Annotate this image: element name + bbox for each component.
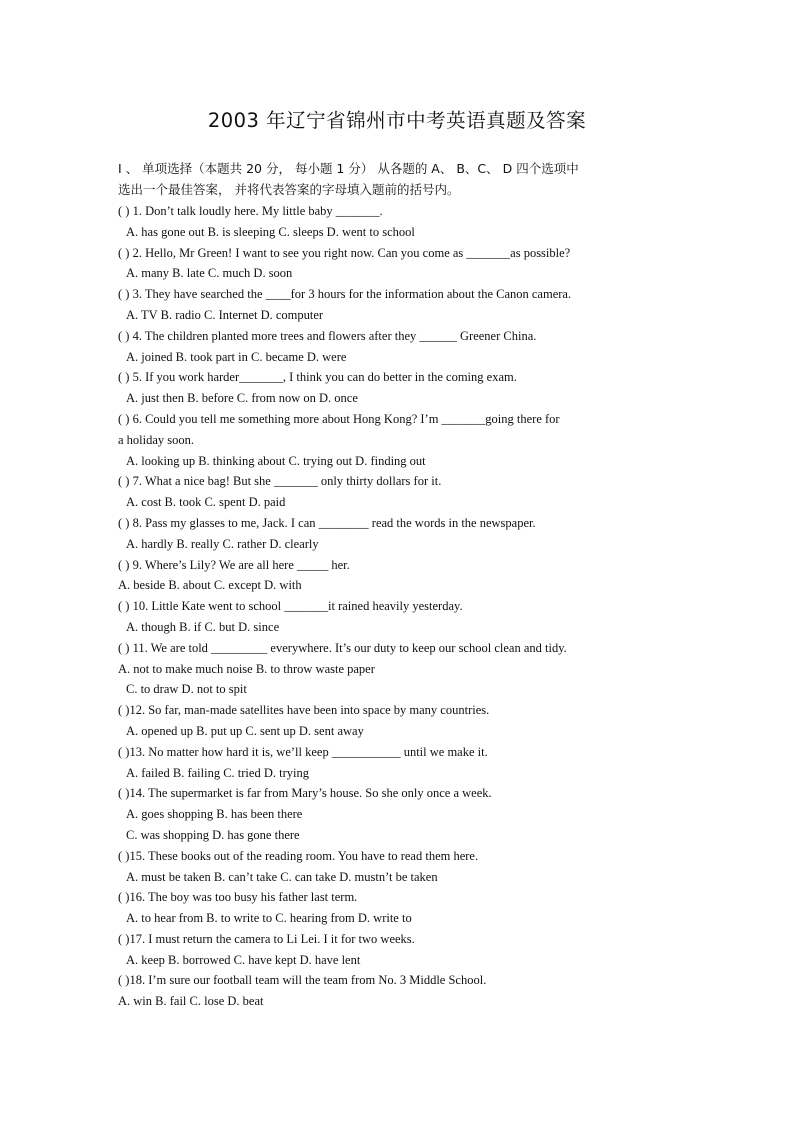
question-14-options-a: A. goes shopping B. has been there (126, 807, 303, 822)
question-6: ( ) 6. Could you tell me something more about Hong Kong? I’m _______going there for (118, 411, 560, 426)
question-5-options: A. just then B. before C. from now on D. once (126, 391, 358, 406)
question-5: ( ) 5. If you work harder_______, I think you can do better in the coming exam. (118, 370, 517, 385)
question-15-options: A. must be taken B. can’t take C. can take D. mustn’t be taken (126, 869, 438, 884)
question-8: ( ) 8. Pass my glasses to me, Jack. I can ________ read the words in the newspaper. (118, 515, 536, 530)
section-instructions (118, 158, 678, 200)
question-13-options: A. failed B. failing C. tried D. trying (126, 765, 309, 780)
question-10-options: A. though B. if C. but D. since (126, 619, 280, 634)
question-9: ( ) 9. Where’s Lily? We are all here _____ her. (118, 557, 350, 572)
question-11-options-a: A. not to make much noise B. to throw waste paper (118, 661, 375, 676)
question-6-options: A. looking up B. thinking about C. trying out D. finding out (126, 453, 426, 468)
question-12-options: A. opened up B. put up C. sent up D. sent away (126, 723, 364, 738)
question-3: ( ) 3. They have searched the ____for 3 hours for the information about the Canon camera. (118, 287, 572, 302)
question-15: ( )15. These books out of the reading room. You have to read them here. (118, 848, 479, 863)
question-17-options: A. keep B. borrowed C. have kept D. have lent (126, 952, 361, 967)
question-11-options-b: C. to draw D. not to spit (126, 682, 247, 697)
question-11: ( ) 11. We are told _________ everywhere. It’s our duty to keep our school clean and tidy. (118, 640, 567, 655)
question-17: ( )17. I must return the camera to Li Lei. I it for two weeks. (118, 931, 415, 946)
question-6-continued: a holiday soon. (118, 432, 195, 447)
section-instruction-line: 选出一个最佳答案， 并将代表答案的字母填入题前的括号内。 (118, 182, 460, 197)
question-12: ( )12. So far, man-made satellites have been into space by many countries. (118, 703, 490, 718)
question-list (118, 201, 678, 1012)
question-1-options: A. has gone out B. is sleeping C. sleeps D. went to school (126, 224, 415, 239)
question-10: ( ) 10. Little Kate went to school _______it rained heavily yesterday. (118, 599, 463, 614)
question-4-options: A. joined B. took part in C. became D. were (126, 349, 347, 364)
section-instruction-line: I 、 单项选择（本题共 20 分， 每小题 1 分） 从各题的 A、 B、C、 D 四个选项中 (118, 161, 579, 176)
question-1: ( ) 1. Don’t talk loudly here. My little baby _______. (118, 204, 383, 218)
question-7: ( ) 7. What a nice bag! But she _______ only thirty dollars for it. (118, 474, 442, 489)
question-2-options: A. many B. late C. much D. soon (126, 266, 293, 281)
question-9-options: A. beside B. about C. except D. with (118, 578, 302, 593)
question-3-options: A. TV B. radio C. Internet D. computer (126, 307, 324, 322)
question-16: ( )16. The boy was too busy his father last term. (118, 890, 358, 905)
page-title: 2003 年辽宁省锦州市中考英语真题及答案 (207, 109, 587, 132)
question-14-options-b: C. was shopping D. has gone there (126, 827, 300, 842)
question-4: ( ) 4. The children planted more trees and flowers after they ______ Greener China. (118, 328, 537, 343)
question-13: ( )13. No matter how hard it is, we’ll keep ___________ until we make it. (118, 744, 488, 759)
question-7-options: A. cost B. took C. spent D. paid (126, 495, 286, 510)
question-18-options: A. win B. fail C. lose D. beat (118, 994, 264, 1009)
question-16-options: A. to hear from B. to write to C. hearing from D. write to (126, 911, 412, 926)
question-14: ( )14. The supermarket is far from Mary’s house. So she only once a week. (118, 786, 492, 801)
question-2: ( ) 2. Hello, Mr Green! I want to see you right now. Can you come as _______as possible? (118, 245, 571, 260)
question-8-options: A. hardly B. really C. rather D. clearly (126, 536, 319, 551)
question-18: ( )18. I’m sure our football team will the team from No. 3 Middle School. (118, 973, 487, 988)
